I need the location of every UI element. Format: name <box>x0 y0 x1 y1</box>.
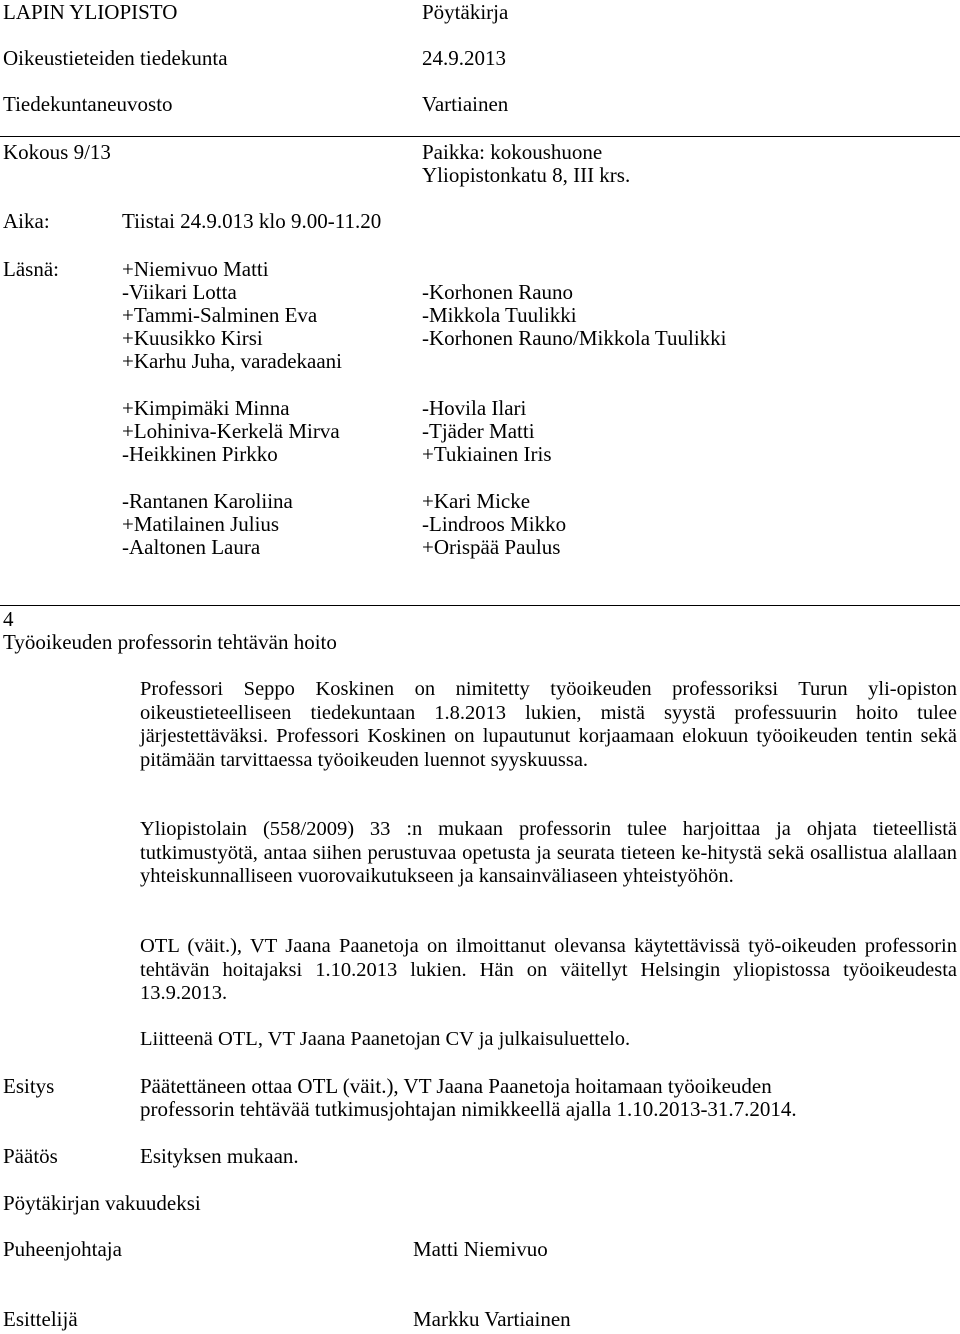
chair-name: Matti Niemivuo <box>413 1237 548 1261</box>
attendee: -Rantanen Karoliina <box>122 489 293 513</box>
attendee: -Aaltonen Laura <box>122 535 261 559</box>
attendee: -Viikari Lotta <box>122 280 237 304</box>
item-paragraph: Yliopistolain (558/2009) 33 :n mukaan professorin tulee harjoittaa ja ohjata tieteellistä tutkimustyötä, antaa siihen perustuvaa opetusta ja seurata tieteen ke-hitystä sekä osallistua alallaan yhteiskunnalliseen vuorovaikutukseen ja kansainväliaseen yhteistyöhön. <box>140 818 957 887</box>
time-value: Tiistai 24.9.013 klo 9.00-11.20 <box>122 209 382 233</box>
attendee: +Kuusikko Kirsi <box>122 326 263 350</box>
council-name: Tiedekuntaneuvosto <box>3 92 173 116</box>
decision-text: Esityksen mukaan. <box>140 1144 299 1168</box>
deputy: +Orispää Paulus <box>422 535 561 559</box>
header-divider <box>0 136 960 137</box>
time-label: Aika: <box>3 209 50 233</box>
deputy: +Tukiainen Iris <box>422 442 552 466</box>
proposal-text: Päätettäneen ottaa OTL (väit.), VT Jaana Paanetoja hoitamaan työoikeuden <box>140 1074 772 1098</box>
meeting-place-line2: Yliopistonkatu 8, III krs. <box>422 163 631 187</box>
attendee: -Heikkinen Pirkko <box>122 442 278 466</box>
item-paragraph: Liitteenä OTL, VT Jaana Paanetojan CV ja julkaisuluettelo. <box>140 1028 631 1050</box>
proposal-label: Esitys <box>3 1074 55 1098</box>
secretary-name: Markku Vartiainen <box>413 1307 571 1331</box>
deputy: +Kari Micke <box>422 489 531 513</box>
secretary-label: Esittelijä <box>3 1307 78 1331</box>
document-author: Vartiainen <box>422 92 509 116</box>
university-name: LAPIN YLIOPISTO <box>3 0 178 24</box>
attendance-label: Läsnä: <box>3 257 59 281</box>
deputy: -Hovila Ilari <box>422 396 527 420</box>
document-type: Pöytäkirja <box>422 0 509 24</box>
item-paragraph: Professori Seppo Koskinen on nimitetty työoikeuden professoriksi Turun yli-opiston oikeustieteelliseen tiedekuntaan 1.8.2013 lukien, mistä syystä professuurin hoito tulee järjestettäväksi. Professori Koskinen on lupautunut korjaamaan elokuun työoikeuden tentin sekä pitämään tarvittaessa työoikeuden luennot syyskuussa. <box>140 678 957 771</box>
attendee: +Karhu Juha, varadekaani <box>122 349 342 373</box>
item-divider <box>0 605 960 606</box>
signatures-heading: Pöytäkirjan vakuudeksi <box>3 1191 201 1215</box>
deputy: -Korhonen Rauno <box>422 280 574 304</box>
deputy: -Lindroos Mikko <box>422 512 567 536</box>
item-number: 4 <box>3 607 14 631</box>
document-date: 24.9.2013 <box>422 46 506 70</box>
chair-label: Puheenjohtaja <box>3 1237 122 1261</box>
attendee: +Lohiniva-Kerkelä Mirva <box>122 419 340 443</box>
attendee: +Tammi-Salminen Eva <box>122 303 318 327</box>
proposal-text: professorin tehtävää tutkimusjohtajan nimikkeellä ajalla 1.10.2013-31.7.2014. <box>140 1097 797 1121</box>
decision-label: Päätös <box>3 1144 58 1168</box>
attendee: +Niemivuo Matti <box>122 257 269 281</box>
attendee: +Matilainen Julius <box>122 512 280 536</box>
meeting-place-line1: Paikka: kokoushuone <box>422 140 603 164</box>
deputy: -Tjäder Matti <box>422 419 535 443</box>
attendee: +Kimpimäki Minna <box>122 396 290 420</box>
item-paragraph: OTL (väit.), VT Jaana Paanetoja on ilmoittanut olevansa käytettävissä työ-oikeuden professorin tehtävän hoitajaksi 1.10.2013 lukien. Hän on väitellyt Helsingin yliopistossa työoikeudesta 13.9.2013. <box>140 935 957 1004</box>
deputy: -Mikkola Tuulikki <box>422 303 577 327</box>
deputy: -Korhonen Rauno/Mikkola Tuulikki <box>422 326 727 350</box>
meeting-number: Kokous 9/13 <box>3 140 111 164</box>
faculty-name: Oikeustieteiden tiedekunta <box>3 46 228 70</box>
item-title: Työoikeuden professorin tehtävän hoito <box>3 630 337 654</box>
